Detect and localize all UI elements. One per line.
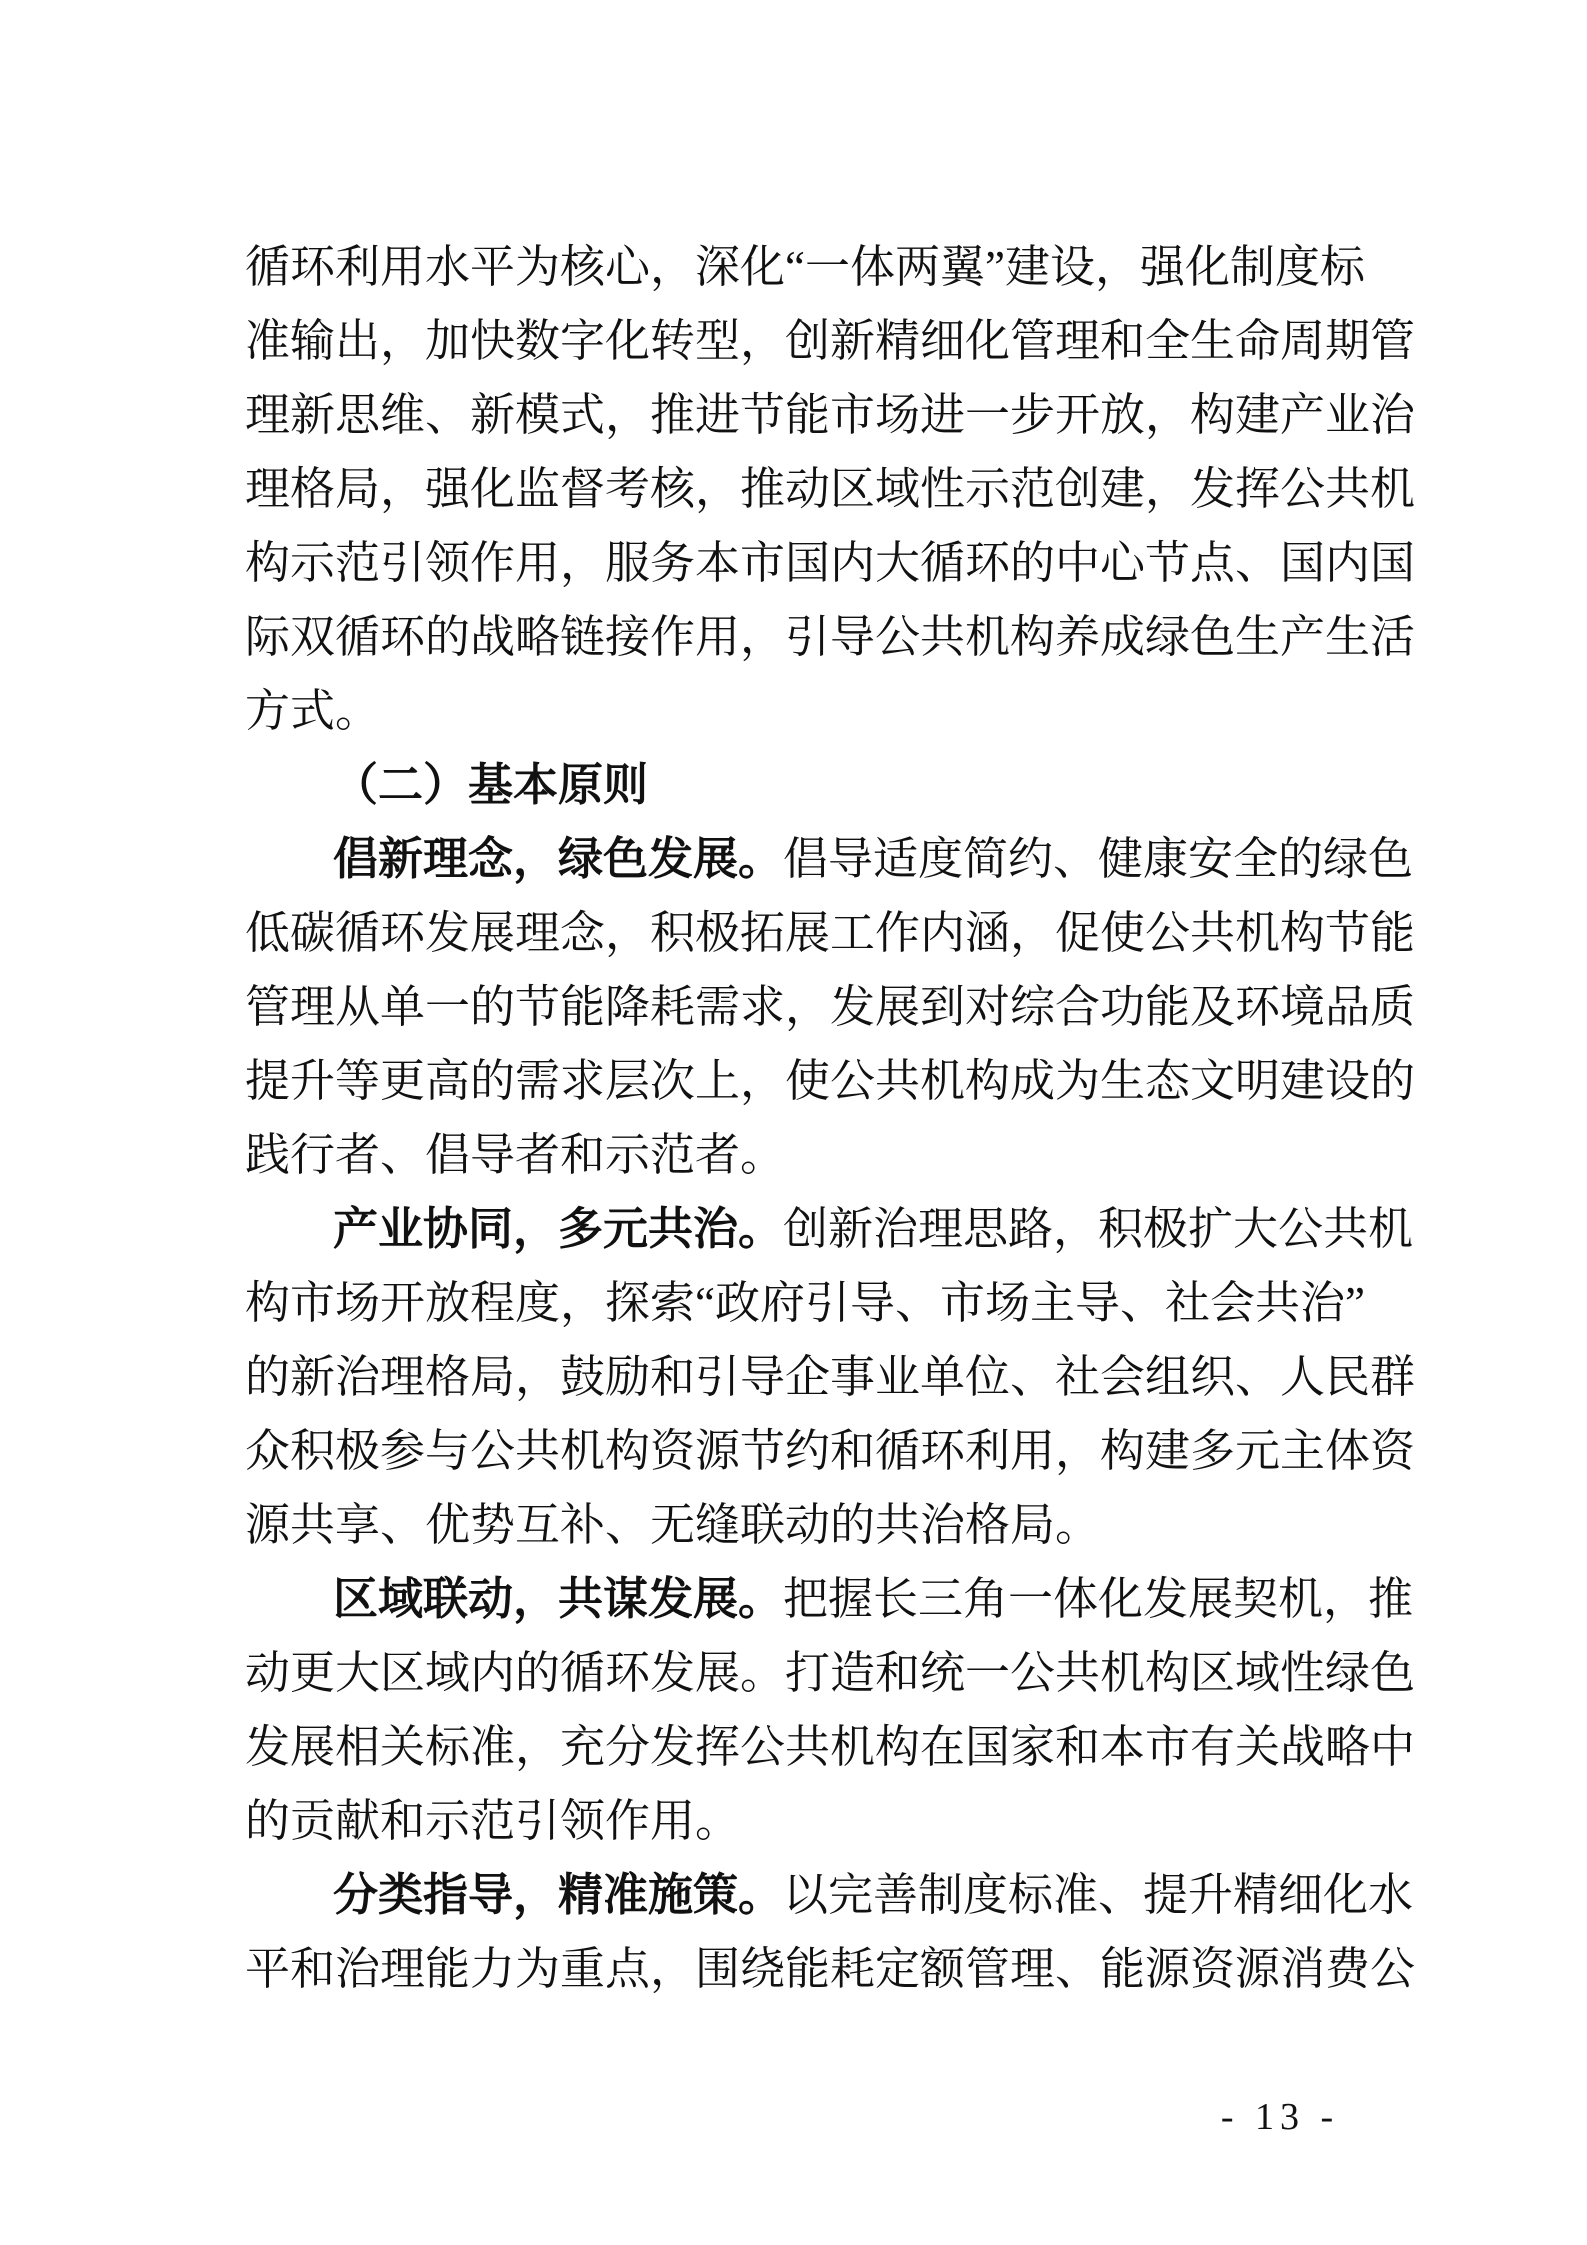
text-line: 理新思维、新模式，推进节能市场进一步开放，构建产业治: [245, 390, 1416, 440]
paragraph: [245, 1562, 1416, 1858]
text-line: 平和治理能力为重点，围绕能耗定额管理、能源资源消费公: [245, 1944, 1416, 1994]
text-line: 的新治理格局，鼓励和引导企事业单位、社会组织、人民群: [245, 1352, 1416, 1402]
paragraph: [245, 822, 1416, 1192]
page-number: - 13 -: [1220, 2096, 1340, 2138]
section-heading: [245, 748, 1357, 822]
text-line: 方式。: [245, 686, 381, 736]
text-line: 践行者、倡导者和示范者。: [245, 1130, 786, 1180]
text-line: 理格局，强化监督考核，推动区域性示范创建，发挥公共机: [245, 464, 1416, 514]
paragraph-lead: 区域联动，共谋发展。: [333, 1574, 784, 1624]
paragraph-lead: 产业协同，多元共治。: [333, 1204, 784, 1254]
text-line: 众积极参与公共机构资源节约和循环利用，构建多元主体资: [245, 1426, 1416, 1476]
text-line: [245, 1858, 1414, 1932]
line-text: 创新治理思路，积极扩大公共机: [783, 1204, 1414, 1254]
text-line: 的贡献和示范引领作用。: [245, 1796, 741, 1846]
document-body: [245, 230, 1416, 2006]
line-text: 以完善制度标准、提升精细化水: [783, 1870, 1414, 1920]
text-line: 构市场开放程度，探索“政府引导、市场主导、社会共治”: [245, 1278, 1365, 1328]
heading-text: （二）基本原则: [333, 760, 649, 810]
text-line: [245, 1192, 1414, 1266]
text-line: 发展相关标准，充分发挥公共机构在国家和本市有关战略中: [245, 1722, 1416, 1772]
paragraph: [245, 1192, 1416, 1562]
paragraph: [245, 1858, 1416, 2006]
text-line: 动更大区域内的循环发展。打造和统一公共机构区域性绿色: [245, 1648, 1416, 1698]
paragraph: [245, 230, 1416, 748]
text-line: 循环利用水平为核心，深化“一体两翼”建设，强化制度标: [245, 242, 1365, 292]
text-line: 低碳循环发展理念，积极拓展工作内涵，促使公共机构节能: [245, 908, 1416, 958]
text-line: 际双循环的战略链接作用，引导公共机构养成绿色生产生活: [245, 612, 1416, 662]
text-line: [245, 1562, 1414, 1636]
text-line: 源共享、优势互补、无缝联动的共治格局。: [245, 1500, 1101, 1550]
text-line: 构示范引领作用，服务本市国内大循环的中心节点、国内国: [245, 538, 1416, 588]
line-text: 倡导适度简约、健康安全的绿色: [783, 834, 1414, 884]
text-line: 管理从单一的节能降耗需求，发展到对综合功能及环境品质: [245, 982, 1416, 1032]
paragraph-lead: 分类指导，精准施策。: [333, 1870, 784, 1920]
text-line: 提升等更高的需求层次上，使公共机构成为生态文明建设的: [245, 1056, 1416, 1106]
line-text: 把握长三角一体化发展契机，推: [783, 1574, 1414, 1624]
paragraph-lead: 倡新理念，绿色发展。: [333, 834, 784, 884]
text-line: 准输出，加快数字化转型，创新精细化管理和全生命周期管: [245, 316, 1416, 366]
text-line: [245, 822, 1414, 896]
